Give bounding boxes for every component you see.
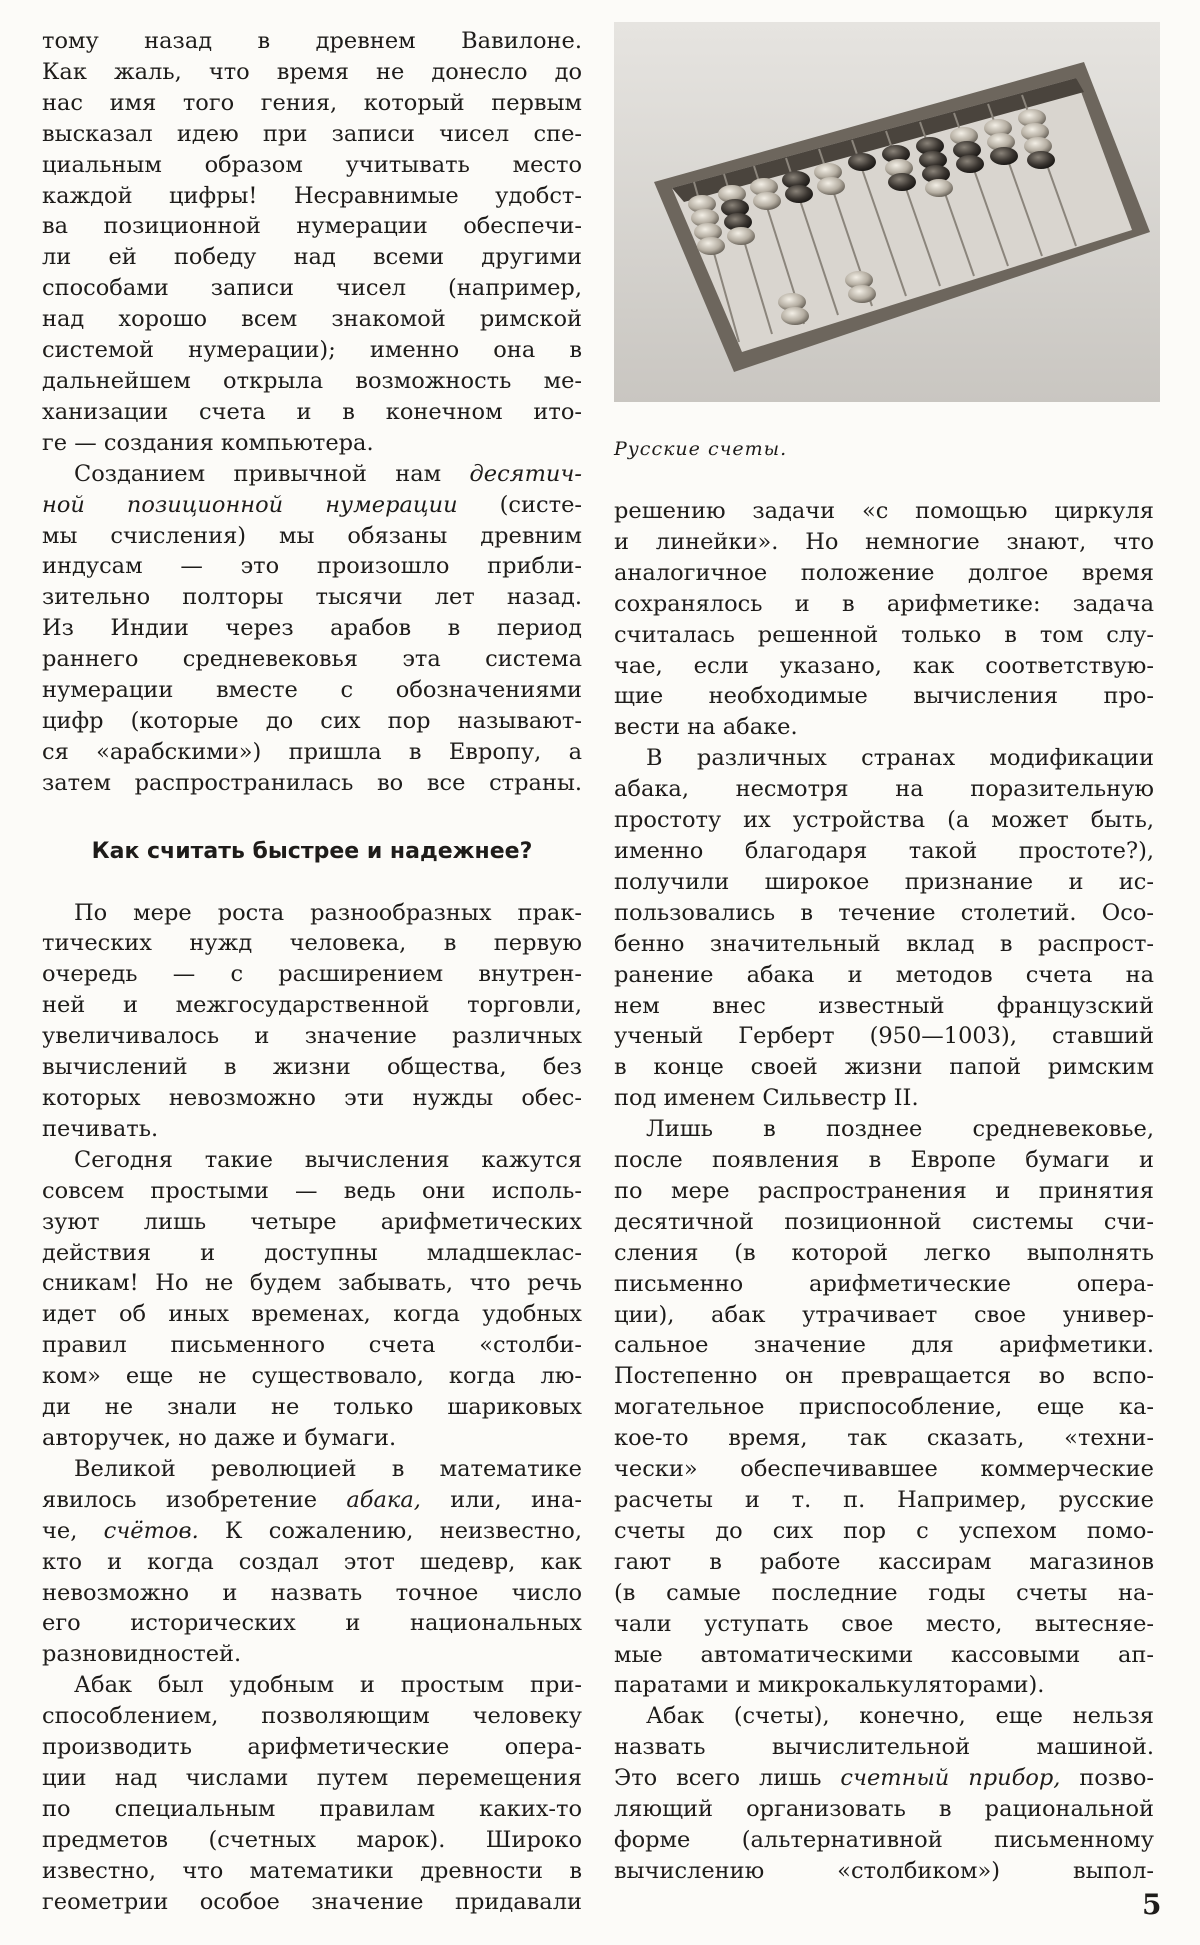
text-line: разновидностей. bbox=[42, 1641, 242, 1668]
text-line: По мере роста разнообразных прак- bbox=[74, 899, 582, 926]
text-line: ученый Герберт (950—1003), ставший bbox=[614, 1023, 1154, 1050]
text-line: авторучек, но даже и бумаги. bbox=[42, 1424, 397, 1451]
text-line: способами записи чисел (например, bbox=[42, 275, 582, 302]
right-column bbox=[614, 496, 1154, 1887]
text-line: вычислению «столбиком») выпол- bbox=[614, 1857, 1154, 1884]
abacus-illustration bbox=[614, 22, 1160, 402]
text-line: очередь — с расширением внутрен- bbox=[42, 961, 582, 988]
text-line: чали уступать свое место, вытесняе- bbox=[614, 1610, 1154, 1637]
text-line: Как жаль, что время не донесло до bbox=[42, 58, 582, 85]
text-line bbox=[42, 459, 582, 490]
italic-term: счетный прибор, bbox=[840, 1765, 1061, 1792]
text-line: раннего средневековья эта система bbox=[42, 646, 582, 673]
text-line: форме (альтернативной письменному bbox=[614, 1826, 1154, 1853]
text-line: абака, несмотря на поразительную bbox=[614, 776, 1154, 803]
text-line: невозможно и назвать точное число bbox=[42, 1579, 582, 1606]
text-line: сальное значение для арифметики. bbox=[614, 1332, 1154, 1359]
text-line: которых невозможно эти нужды обес- bbox=[42, 1085, 582, 1111]
left-column bbox=[42, 26, 582, 1917]
text-line: под именем Сильвестр II. bbox=[614, 1085, 919, 1112]
text-line: десятичной позиционной системы счи- bbox=[614, 1208, 1154, 1235]
text-line: считалась решенной только в том слу- bbox=[614, 621, 1154, 648]
text-line: ляющий организовать в рациональной bbox=[614, 1796, 1154, 1823]
text-line: затем распространилась во все страны. bbox=[42, 769, 582, 796]
text-line: счеты до сих пор с успехом помо- bbox=[614, 1517, 1154, 1544]
text-line: ком» еще не существовало, когда лю- bbox=[42, 1363, 582, 1390]
paragraph bbox=[614, 496, 1154, 743]
text-line: простоту их устройства (а может быть, bbox=[614, 807, 1154, 834]
text-line: ханизации счета и в конечном ито- bbox=[42, 398, 582, 425]
text-run: Это всего лишь bbox=[614, 1765, 841, 1792]
text-line: ней и межгосударственной торговли, bbox=[42, 992, 582, 1019]
text-line: увеличивалось и значение различных bbox=[42, 1023, 582, 1050]
text-line: ся «арабскими») пришла в Европу, а bbox=[42, 738, 582, 765]
text-line: именно благодаря такой простоте?), bbox=[614, 837, 1154, 864]
text-line: получили широкое признание и ис- bbox=[614, 868, 1154, 895]
text-line: зительно полторы тысячи лет назад. bbox=[42, 584, 582, 611]
text-line: по мере распространения и принятия bbox=[614, 1177, 1154, 1204]
text-line: ции над числами путем перемещения bbox=[42, 1764, 582, 1791]
text-run: явилось изобретение bbox=[42, 1486, 347, 1513]
text-line: ранение абака и методов счета на bbox=[614, 961, 1154, 988]
text-line: системой нумерации); именно она в bbox=[42, 337, 582, 364]
text-line: В различных странах модификации bbox=[646, 745, 1154, 772]
text-line: тому назад в древнем Вавилоне. bbox=[42, 28, 582, 54]
text-line: аналогичное положение долгое время bbox=[614, 559, 1154, 586]
paragraph bbox=[42, 1454, 582, 1670]
italic-term: десятич- bbox=[469, 460, 582, 487]
text-line: (в самые последние годы счеты на- bbox=[614, 1579, 1154, 1606]
text-line: ге — создания компьютера. bbox=[42, 429, 374, 456]
text-line: циальным образом учитывать место bbox=[42, 151, 582, 178]
text-line: расчеты и т. п. Например, русские bbox=[614, 1487, 1154, 1513]
text-line: кое-то время, так сказать, «техни- bbox=[614, 1425, 1154, 1452]
figure-caption: Русские счеты. bbox=[614, 438, 788, 460]
text-line: мые автоматическими кассовыми ап- bbox=[614, 1641, 1154, 1668]
text-line: гают в работе кассирам магазинов bbox=[614, 1548, 1154, 1575]
text-line: нем внес известный французский bbox=[614, 992, 1154, 1019]
page-number: 5 bbox=[1142, 1888, 1162, 1921]
text-line: могательное приспособление, еще ка- bbox=[614, 1394, 1154, 1421]
section-heading: Как считать быстрее и надежнее? bbox=[91, 838, 533, 864]
text-run: (систе- bbox=[457, 491, 582, 518]
text-line: печивать. bbox=[42, 1115, 159, 1142]
text-line: вести на абаке. bbox=[614, 714, 798, 741]
text-line: ции), абак утрачивает свое универ- bbox=[614, 1301, 1154, 1328]
paragraph bbox=[614, 1114, 1154, 1701]
text-line: назвать вычислительной машиной. bbox=[614, 1734, 1154, 1761]
text-line: Абак (счеты), конечно, еще нельзя bbox=[646, 1703, 1154, 1730]
text-run: или, ина- bbox=[420, 1486, 582, 1513]
text-line: сохранялось и в арифметике: задача bbox=[614, 590, 1154, 617]
text-line: тических нужд человека, в первую bbox=[42, 930, 582, 957]
abacus-photo bbox=[614, 22, 1160, 402]
text-line: известно, что математики древности в bbox=[42, 1857, 582, 1884]
text-line bbox=[42, 1485, 582, 1516]
text-line: пользовались в течение столетий. Осо- bbox=[614, 899, 1154, 926]
text-line: щие необходимые вычисления про- bbox=[614, 683, 1154, 710]
text-run: К сожалению, неизвестно, bbox=[198, 1517, 583, 1544]
text-run: Созданием привычной нам bbox=[74, 460, 470, 487]
text-line: действия и доступны младшеклас- bbox=[42, 1239, 582, 1266]
text-line bbox=[42, 490, 582, 521]
text-line bbox=[42, 1516, 582, 1547]
text-line: нумерации вместе с обозначениями bbox=[42, 677, 582, 704]
text-line: после появления в Европе бумаги и bbox=[614, 1147, 1154, 1174]
text-line: в конце своей жизни папой римским bbox=[614, 1054, 1154, 1081]
text-line: и линейки». Но немногие знают, что bbox=[614, 528, 1154, 555]
text-line: вычислений в жизни общества, без bbox=[42, 1054, 582, 1081]
text-line: бенно значительный вклад в распрост- bbox=[614, 930, 1154, 957]
text-run: позво- bbox=[1060, 1765, 1154, 1792]
paragraph bbox=[42, 1670, 582, 1917]
text-run: че, bbox=[42, 1517, 104, 1544]
text-line: зуют лишь четыре арифметических bbox=[42, 1208, 582, 1235]
text-line: решению задачи «с помощью циркуля bbox=[614, 498, 1154, 524]
text-line: ди не знали не только шариковых bbox=[42, 1394, 582, 1421]
text-line: мы счисления) мы обязаны древним bbox=[42, 522, 582, 549]
text-line: идет об иных временах, когда удобных bbox=[42, 1301, 582, 1328]
text-line: его исторических и национальных bbox=[42, 1610, 582, 1637]
text-line: совсем простыми — ведь они исполь- bbox=[42, 1177, 582, 1204]
text-line: Лишь в позднее средневековье, bbox=[646, 1116, 1154, 1143]
text-line bbox=[614, 1763, 1154, 1794]
paragraph bbox=[614, 1701, 1154, 1886]
text-line: над хорошо всем знакомой римской bbox=[42, 306, 582, 333]
text-line: сления (в которой легко выполнять bbox=[614, 1239, 1154, 1266]
paragraph bbox=[614, 743, 1154, 1114]
italic-term: абака, bbox=[346, 1486, 421, 1513]
text-line: правил письменного счета «столби- bbox=[42, 1332, 582, 1359]
text-line: индусам — это произошло прибли- bbox=[42, 553, 582, 580]
text-line: дальнейшем открыла возможность ме- bbox=[42, 367, 582, 394]
text-line: нас имя того гения, который первым bbox=[42, 89, 582, 116]
paragraph bbox=[42, 26, 582, 459]
text-line: Постепенно он превращается во вспо- bbox=[614, 1363, 1154, 1390]
text-line: чае, если указано, как соответствую- bbox=[614, 652, 1154, 679]
paragraph bbox=[42, 459, 582, 799]
text-line: цифр (которые до сих пор называют- bbox=[42, 707, 582, 734]
text-line: высказал идею при записи чисел спе- bbox=[42, 120, 582, 147]
text-line: по специальным правилам каких-то bbox=[42, 1795, 582, 1822]
text-line: Абак был удобным и простым при- bbox=[74, 1672, 582, 1699]
text-line: чески» обеспечивавшее коммерческие bbox=[614, 1456, 1154, 1483]
italic-term: счётов. bbox=[103, 1517, 199, 1544]
paragraph bbox=[42, 898, 582, 1145]
text-line: Сегодня такие вычисления кажутся bbox=[74, 1146, 582, 1173]
text-line: производить арифметические опера- bbox=[42, 1734, 582, 1761]
text-line: ли ей победу над всеми другими bbox=[42, 244, 582, 271]
text-line: кто и когда создал этот шедевр, как bbox=[42, 1548, 582, 1575]
text-line: Из Индии через арабов в период bbox=[42, 615, 582, 642]
text-line: каждой цифры! Несравнимые удобст- bbox=[42, 182, 582, 209]
text-line: паратами и микрокалькуляторами). bbox=[614, 1672, 1045, 1699]
text-line: геометрии особое значение придавали bbox=[42, 1888, 582, 1915]
text-line: сникам! Но не будем забывать, что речь bbox=[42, 1270, 582, 1297]
text-line: письменно арифметические опера- bbox=[614, 1270, 1154, 1297]
text-line: предметов (счетных марок). Широко bbox=[42, 1826, 582, 1853]
text-line: способлением, позволяющим человеку bbox=[42, 1703, 582, 1730]
text-line: ва позиционной нумерации обеспечи- bbox=[42, 213, 582, 240]
paragraph bbox=[42, 1145, 582, 1454]
text-line: Великой революцией в математике bbox=[74, 1455, 582, 1482]
italic-term: ной позиционной нумерации bbox=[42, 491, 458, 518]
